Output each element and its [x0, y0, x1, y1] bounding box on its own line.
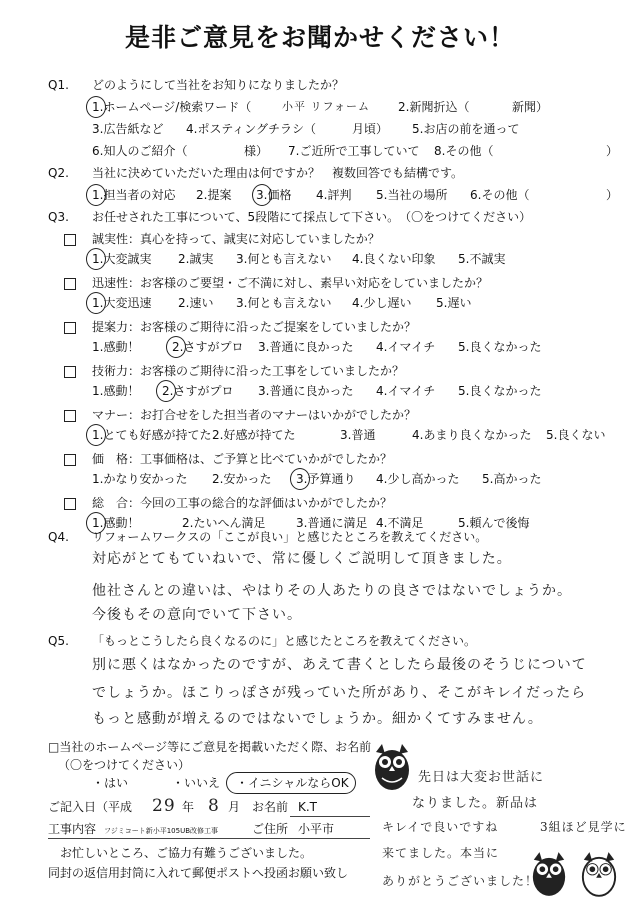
q3-item-option: 4.良くない印象 [352, 252, 436, 266]
q4-number: Q4. [48, 530, 69, 544]
name-label: お名前 [252, 800, 289, 814]
q3-item-option: 3.普通に満足 [296, 516, 368, 530]
q2-opt5: 5.当社の場所 [376, 188, 448, 202]
publish-instruction: （〇をつけてください） [58, 758, 191, 772]
q3-item-option: 4.あまり良くなかった [412, 428, 532, 442]
name-value: K.T [298, 800, 318, 814]
q4-answer-line1: 対応がとてもていねいで、常に優しくご説明して頂きました。 [92, 551, 512, 567]
q3-item-option: 5.不誠実 [458, 252, 506, 266]
q3-item-checkbox [64, 366, 76, 378]
work-label: 工事内容 [48, 822, 97, 836]
q3-item-option: 4.イマイチ [376, 384, 436, 398]
q3-item-option: 2.さすがプロ [172, 340, 244, 354]
answer-circle [156, 380, 176, 402]
publish-initial: ・イニシャルならOK [236, 776, 349, 790]
q3-item-checkbox [64, 498, 76, 510]
work-content: フジミコート新小平105UB改修工事 [104, 827, 219, 835]
q3-item-option: 1.大変誠実 [92, 252, 152, 266]
q3-item-label: 迅速性：お客様のご要望・ご不満に対し、素早い対応をしていましたか？ [92, 276, 489, 290]
q5-answer-line2: でしょうか。ほこりっぽさが残っていた所があり、そこがキレイだったら [92, 685, 587, 701]
q3-item-option: 5.良くない [546, 428, 606, 442]
q3-item-option: 5.頼んで後悔 [458, 516, 530, 530]
q3-item-option: 2.速い [178, 296, 214, 310]
q3-item-option: 3.何とも言えない [236, 252, 332, 266]
q3-item-option: 1.感動！ [92, 384, 140, 398]
side-note-line5: 来てました。本当に [382, 846, 500, 860]
q3-item-label: 技術力：お客様のご期待に沿った工事をしていましたか？ [92, 364, 405, 378]
q3-item-label: 総 合：今回の工事の総合的な評価はいかがでしたか？ [92, 496, 393, 510]
owl-doodle-icon [372, 742, 412, 792]
q3-item-option: 5.高かった [482, 472, 542, 486]
q3-item-option: 5.良くなかった [458, 340, 542, 354]
q5-answer-line1: 別に悪くはなかったのですが、あえて書くとしたら最後のそうじについて [92, 657, 587, 673]
q2-question: 当社に決めていただいた理由は何ですか？ 複数回答でも結構です。 [92, 166, 464, 180]
q3-item-checkbox [64, 278, 76, 290]
date-year: 29 [152, 796, 176, 816]
q1-opt6: 6.知人のご紹介（ [92, 144, 188, 158]
q1-opt6-close: 様） [244, 144, 269, 158]
answer-circle [86, 424, 106, 446]
answer-circle [290, 468, 310, 490]
q3-item-option: 2.安かった [212, 472, 272, 486]
q1-opt8-close: ） [606, 144, 619, 158]
q3-item-option: 4.少し遅い [352, 296, 412, 310]
side-note-line4: 3組ほど見学に [540, 820, 627, 834]
q3-item-option: 1.感動！ [92, 340, 140, 354]
q3-item-option: 5.遅い [436, 296, 472, 310]
q3-item-option: 2.たいへん満足 [182, 516, 266, 530]
q3-item-option: 3.普通に良かった [258, 384, 354, 398]
side-note-line3: キレイで良いですね [382, 820, 499, 834]
q1-search-word: 小平 リフォーム [282, 100, 370, 113]
work-underline [48, 838, 370, 839]
q1-opt4: 4.ポスティングチラシ（ [186, 122, 317, 136]
address-label: ご住所 [252, 822, 289, 836]
publish-no: ・いいえ [172, 776, 221, 790]
q3-item-option: 2.誠実 [178, 252, 214, 266]
q1-opt8: 8.その他（ [434, 144, 494, 158]
q3-question: お任せされた工事について、5段階にて採点して下さい。 （〇をつけてください） [92, 210, 532, 224]
q3-number: Q3. [48, 210, 69, 224]
q3-item-option: 1.かなり安かった [92, 472, 188, 486]
q2-opt2: 2.提案 [196, 188, 232, 202]
owl-doodle-icon [580, 850, 618, 898]
q4-answer-line2: 他社さんとの違いは、やはりその人あたりの良さではないでしょうか。 [92, 583, 572, 599]
publish-yes: ・はい [92, 776, 129, 790]
q3-item-option: 2.さすがプロ [162, 384, 234, 398]
q1-opt3: 3.広告紙など [92, 122, 164, 136]
q3-item-label: 誠実性：真心を持って、誠実に対応していましたか？ [92, 232, 380, 246]
q3-item-option: 3.予算通り [296, 472, 356, 486]
q1-opt7: 7.ご近所で工事していて [288, 144, 420, 158]
q3-item-option: 2.好感が持てた [212, 428, 296, 442]
q4-answer-line3: 今後もその意向でいて下さい。 [92, 607, 302, 623]
answer-circle [86, 184, 106, 206]
thanks-line2: 同封の返信用封筒に入れて郵便ポストへ投函お願い致し [48, 866, 349, 880]
q1-number: Q1. [48, 78, 69, 92]
q3-item-checkbox [64, 410, 76, 422]
answer-circle [252, 184, 272, 206]
q5-answer-line3: もっと感動が増えるのではないでしょうか。細かくてすみません。 [92, 711, 543, 727]
q2-opt6-close: ） [606, 188, 619, 202]
q2-opt3: 3.価格 [256, 188, 292, 202]
side-note-line2: なりました。新品は [412, 796, 539, 811]
q2-opt6: 6.その他（ [470, 188, 530, 202]
side-note-line6: ありがとうございました！ [382, 874, 539, 888]
q3-item-option: 1.とても好感が持てた [92, 428, 212, 442]
q3-item-option: 4.少し高かった [376, 472, 460, 486]
q4-question: リフォームワークスの「ここが良い」と感じたところを教えてください。 [92, 530, 488, 544]
q3-item-checkbox [64, 454, 76, 466]
page-title: 是非ご意見をお聞かせください！ [124, 23, 515, 52]
q3-item-label: マナー：お打合せをした担当者のマナーはいかがでしたか？ [92, 408, 417, 422]
q1-opt2-close: 新聞） [512, 100, 549, 114]
date-year-unit: 年 [182, 800, 195, 814]
q2-number: Q2. [48, 166, 69, 180]
side-note-line1: 先日は大変お世話に [418, 770, 545, 785]
q3-item-option: 1.大変迅速 [92, 296, 152, 310]
thanks-line1: お忙しいところ、ご協力有難うございました。 [60, 846, 313, 860]
answer-circle [226, 772, 356, 794]
q3-item-checkbox [64, 234, 76, 246]
name-underline [290, 816, 370, 817]
q3-item-option: 4.イマイチ [376, 340, 436, 354]
q1-opt5: 5.お店の前を通って [412, 122, 520, 136]
q1-opt4-month: 月頃） [352, 122, 389, 136]
q5-question: 「もっとこうしたら良くなるのに」と感じたところを教えてください。 [92, 634, 477, 648]
q3-item-option: 3.普通に良かった [258, 340, 354, 354]
q3-item-label: 提案力：お客様のご期待に沿ったご提案をしていましたか？ [92, 320, 417, 334]
q3-item-option: 3.何とも言えない [236, 296, 332, 310]
q3-item-option: 5.良くなかった [458, 384, 542, 398]
q3-item-checkbox [64, 322, 76, 334]
q3-item-label: 価 格：工事価格は、ご予算と比べていかがでしたか？ [92, 452, 393, 466]
q3-item-option: 1.感動！ [92, 516, 140, 530]
answer-circle [86, 96, 106, 118]
answer-circle [86, 292, 106, 314]
answer-circle [166, 336, 186, 358]
q3-item-option: 3.普通 [340, 428, 376, 442]
date-label: ご記入日（平成 [48, 800, 133, 814]
q3-item-option: 4.不満足 [376, 516, 424, 530]
date-month: 8 [208, 796, 220, 816]
q1-question: どのようにして当社をお知りになりましたか？ [92, 78, 345, 92]
answer-circle [86, 248, 106, 270]
publish-consent: □当社のホームページ等にご意見を掲載いただく際、お名前 [48, 740, 372, 754]
q1-opt1: 1.ホームページ/検索ワード（ [92, 100, 252, 114]
q2-opt4: 4.評判 [316, 188, 352, 202]
q5-number: Q5. [48, 634, 69, 648]
date-month-unit: 月 [228, 800, 241, 814]
q2-opt1: 1.担当者の対応 [92, 188, 176, 202]
address-value: 小平市 [298, 822, 335, 836]
q1-opt2: 2.新聞折込（ [398, 100, 470, 114]
